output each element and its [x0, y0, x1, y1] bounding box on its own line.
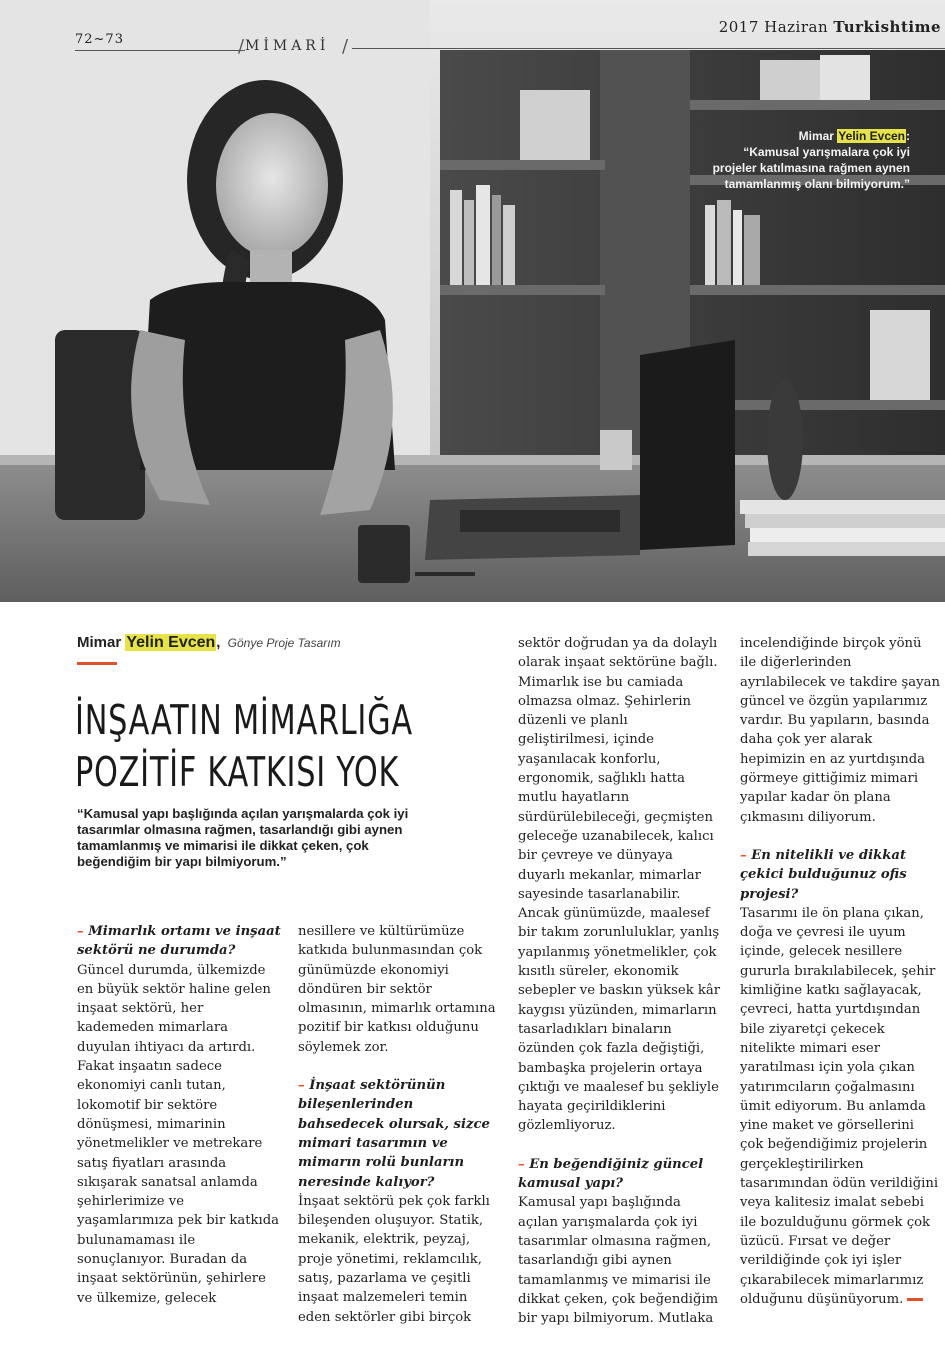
- answer-2: İnşaat sektörü pek çok farklı bileşenden oluşuyor. Statik, mekanik, elektrik, peyzaj, proje yönetimi, reklamcılık, satış, pazarlama ve çeşitli inşaat malzemeleri temin eden sektörler gibi birçok: [298, 1193, 490, 1325]
- question-1: – Mimarlık ortamı ve inşaat sektörü ne durumda?: [77, 924, 281, 959]
- answer-2-continued: sektör doğrudan ya da dolaylı olarak inşaat sektörüne bağlı. Mimarlık ise bu camiada olmazsa olmaz. Şehirlerin düzenli ve planlı geliştirilmesi, içinde yaşanılacak konforlu, ergonomik, sağlıklı hatta mutlu hayatların sürdürülebileceği, geçmişten geleceğe uzanabilecek, kalıcı bir çevreye ve dünyaya duyarlı mekanlar, mimarlar sayesinde tasarlanabilir. Ancak günümüzde, maalesef bir takım zorunluluklar, yanlış yapılanmış yönetmelikler, çok kısıtlı süreler, ekonomik sebepler ve baskın yüksek kâr kaygısı yüzünden, mimarların tasarladıkları binaların özünden çok fazla değiştiği, bambaşka projelerin ortaya çıktığı ve maalesef bu şekliyle hayata geçirildiklerini gözlemliyoruz.: [518, 636, 721, 1134]
- byline-title: Mimar: [77, 634, 122, 651]
- issue-date: 2017 Haziran: [718, 18, 829, 36]
- headline: [75, 694, 413, 798]
- caption-prefix: Mimar: [798, 129, 838, 143]
- paragraph-gap: [298, 1057, 498, 1076]
- answer-4: Tasarımı ile ön plana çıkan, doğa ve çevresi ile uyum içinde, gelecek nesillere gururla bırakılabilecek, şehir kimliğine katkı sağlayacak, çevreci, hatta yurtdışından bile ziyaretçi çekecek nitelikte mimari eser yaratılması için yola çıkan yatırımcıların çoğalmasını ümit ediyorum. Bu anlamda yine maket ve görsellerini çok beğendiğimiz projelerin gerçekleştirilirken tasarımından ödün verildiğini veya kalitesiz imalat sebebi ile bozulduğunu görmek çok üzücü. Fırsat ve değer verildiğinde çok iyi işler çıkarabilecek mimarlarımız olduğunu düşünüyorum.: [740, 905, 939, 1307]
- header-rule-right: [352, 48, 945, 49]
- section-slash-right: /: [342, 36, 349, 57]
- question-dash: –: [298, 1078, 305, 1094]
- caption-quote: “Kamusal yarışmalara çok iyi projeler katılmasına rağmen aynen tamamlanmış olanı bilmiyorum.”: [712, 145, 910, 191]
- question-dash: –: [77, 924, 84, 939]
- question-dash: –: [740, 847, 747, 863]
- question-dash: –: [518, 1156, 525, 1172]
- article-column-3: [518, 634, 723, 1328]
- caption-name-highlight: Yelin Evcen: [838, 129, 905, 143]
- byline-name-highlight: Yelin Evcen: [126, 634, 216, 651]
- issue-info: [719, 18, 941, 36]
- office-scene-illustration: [0, 0, 945, 602]
- byline-comma: ,: [216, 634, 221, 651]
- section-label: MİMARİ: [245, 38, 330, 54]
- accent-rule: [77, 662, 117, 665]
- caption-colon: :: [906, 129, 910, 143]
- page-numbers: 72~73: [75, 32, 124, 47]
- section-slash-left: /: [238, 36, 245, 57]
- paragraph-gap: [518, 1136, 723, 1155]
- paragraph-gap: [740, 827, 940, 846]
- byline: [77, 634, 341, 652]
- answer-3-continued: incelendiğinde birçok yönü ile diğerlerinden ayrılabilecek ve takdire şayan güncel ve özgün yapılarımız vardır. Bu yapıların, basında daha çok yer alarak hepimizin en az yurtdışında görmeye gittiğimiz mimari yapılar kadar ön plana çıkmasını diliyorum.: [740, 636, 940, 825]
- headline-line-2: POZİTİF KATKISI YOK: [75, 748, 400, 796]
- question-3: – En beğendiğiniz güncel kamusal yapı?: [518, 1156, 704, 1192]
- question-2: – İnşaat sektörünün bileşenlerinden bahsedecek olursak, sizce mimari tasarımın ve mimarın rolü bunların neresinde kalıyor?: [298, 1078, 490, 1190]
- headline-line-1: İNŞAATIN MİMARLIĞA: [75, 696, 413, 744]
- portrait-photo: [0, 0, 945, 602]
- answer-1: Güncel durumda, ülkemizde en büyük sektör haline gelen inşaat sektörü, her kademeden mimarlara duyulan ihtiyacı da artırdı. Fakat inşaatın sadece ekonomiyi canlı tutan, lokomotif bir sektöre dönüşmesi, mimarinin yönetmelikler ve metrekare satış fiyatları arasında sıkışarak sanatsal anlamda şehirlerimize ve yaşamlarımıza pek bir katkıda bulunamaması ile sonuçlanıyor. Buradan da inşaat sektörünün, şehirlere ve ülkemize, gelecek: [77, 962, 280, 1306]
- byline-firm: Gönye Proje Tasarım: [227, 636, 341, 650]
- question-4: – En nitelikli ve dikkat çekici bulduğunuz ofis projesi?: [740, 847, 907, 902]
- pull-quote: “Kamusal yapı başlığında açılan yarışmalarda çok iyi tasarımlar olmasına rağmen, tasarlandığı gibi aynen tamamlanmış ve mimarisi ile dikkat çeken, çok beğendiğim bir yapı bilmiyorum.”: [77, 806, 409, 869]
- header-rule-left: [75, 50, 245, 51]
- photo-caption: [710, 128, 910, 192]
- article-column-4: [740, 634, 940, 1309]
- magazine-name: Turkishtime: [833, 18, 941, 36]
- answer-1-continued: nesillere ve kültürümüze katkıda bulunmasından çok günümüzde ekonomiyi döndüren bir sektör olmasının, mimarlık ortamına pozitif bir katkısı olduğunu söylemek zor.: [298, 924, 496, 1055]
- article-end-mark: [907, 1298, 923, 1301]
- answer-3: Kamusal yapı başlığında açılan yarışmalarda çok iyi tasarımlar olmasına rağmen, tasarlandığı gibi aynen tamamlanmış ve mimarisi ile dikkat çeken, çok beğendiğim bir yapı bilmiyorum. Mutlaka: [518, 1195, 719, 1327]
- article-column-1: [77, 922, 282, 1308]
- article-column-2: [298, 922, 498, 1327]
